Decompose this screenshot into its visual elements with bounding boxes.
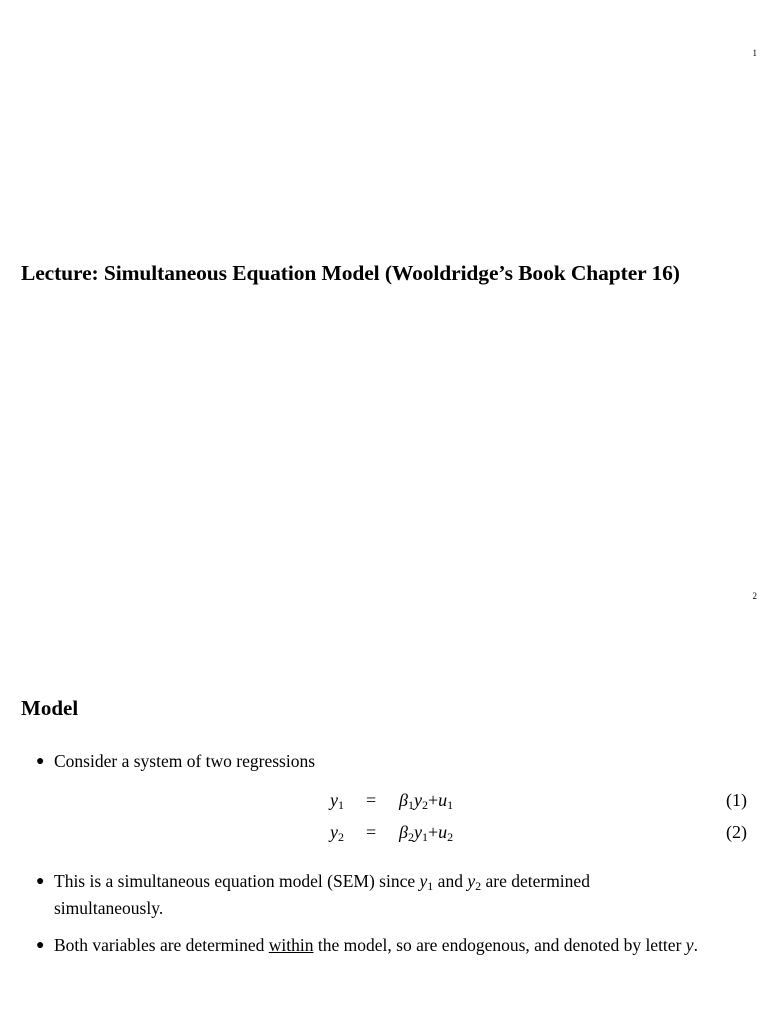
eq-err-sub: 2 — [447, 830, 454, 844]
bullet-dot-icon: ● — [36, 754, 45, 769]
page-number: 1 — [752, 48, 757, 58]
bullet-item — [36, 932, 751, 959]
eq-coef: β — [399, 822, 408, 842]
section-heading: Model — [21, 696, 79, 720]
bullet-text-post: the model, so are endogenous, and denoted by letter — [313, 935, 686, 955]
eq-err-sub: 1 — [447, 798, 454, 812]
eq-rhs-var: y — [413, 790, 422, 810]
eq-plus: + — [427, 822, 439, 842]
bullet-text-end: . — [693, 935, 698, 955]
eq-lhs-var: y — [330, 790, 338, 810]
var-letter: y — [685, 935, 694, 955]
var-y1: y — [419, 871, 428, 891]
equation-number: (2) — [726, 822, 747, 842]
bullet-text-pre: This is a simultaneous equation model (SEM) since — [54, 871, 420, 891]
eq-coef-sub: 1 — [407, 798, 414, 812]
bullet-text-mid: and — [433, 871, 468, 891]
bullet-item — [36, 868, 656, 922]
eq-coef: β — [399, 790, 408, 810]
var-y2-sub: 2 — [475, 879, 482, 893]
eq-coef-sub: 2 — [407, 830, 414, 844]
eq-err: u — [438, 790, 448, 810]
var-y1-sub: 1 — [427, 879, 434, 893]
bullet-dot-icon: ● — [36, 938, 45, 953]
bullet-item — [36, 748, 751, 775]
equation-2 — [0, 822, 768, 848]
lecture-title: Lecture: Simultaneous Equation Model (Wooldridge’s Book Chapter 16) — [21, 261, 680, 285]
eq-operator: = — [366, 822, 377, 842]
bullet-text — [54, 868, 656, 922]
eq-rhs-var-sub: 2 — [421, 798, 428, 812]
eq-err: u — [438, 822, 448, 842]
page-number: 2 — [752, 591, 757, 601]
eq-lhs-var: y — [330, 822, 338, 842]
bullet-dot-icon: ● — [36, 874, 45, 889]
eq-lhs-sub: 1 — [338, 798, 344, 812]
equation-number: (1) — [726, 790, 747, 810]
bullet-text-pre: Both variables are determined — [54, 935, 269, 955]
bullet-text-post: are determined simultaneously. — [54, 871, 590, 918]
underlined-word: within — [268, 935, 314, 955]
bullet-text — [54, 932, 751, 959]
eq-lhs-sub: 2 — [338, 830, 344, 844]
eq-rhs-var: y — [413, 822, 422, 842]
bullet-text: Consider a system of two regressions — [54, 751, 316, 771]
equation-1 — [0, 790, 768, 816]
var-y2: y — [467, 871, 476, 891]
eq-plus: + — [427, 790, 439, 810]
eq-rhs-var-sub: 1 — [421, 830, 428, 844]
eq-operator: = — [366, 790, 377, 810]
